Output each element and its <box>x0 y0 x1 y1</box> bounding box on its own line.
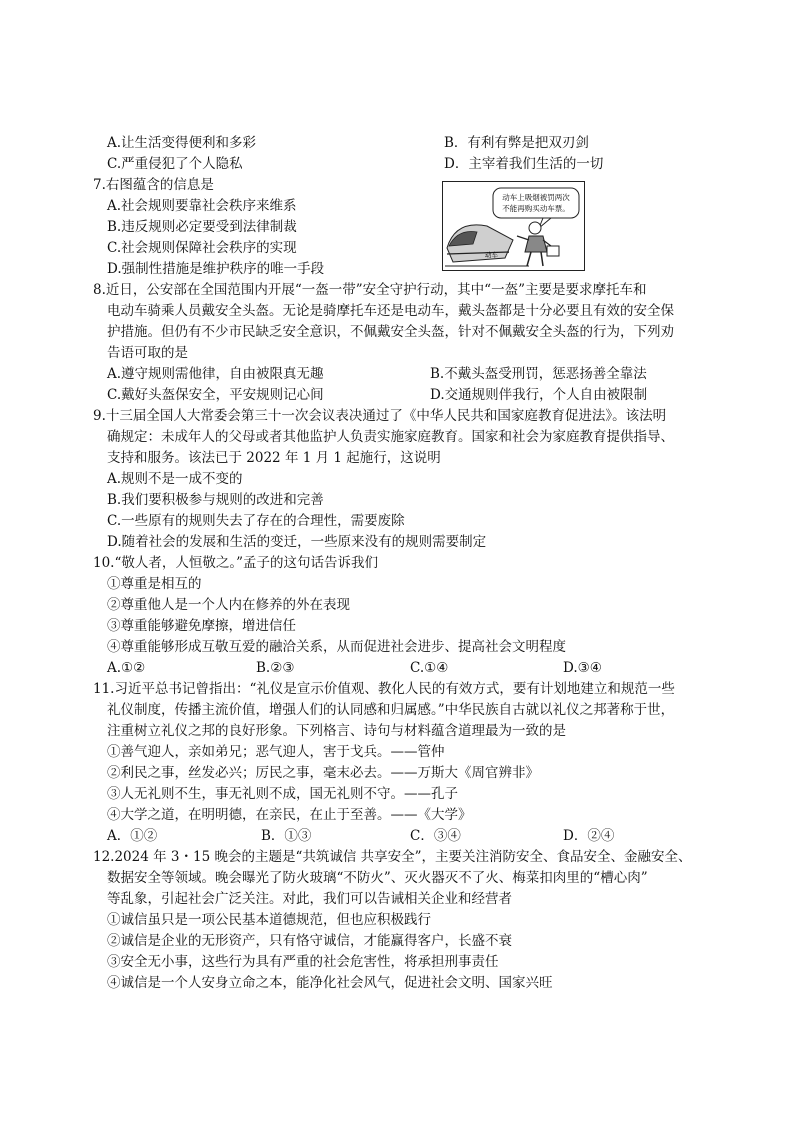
q10-item-4: ④尊重能够形成互敬互爱的融洽关系，从而促进社会进步、提高社会文明程度 <box>107 639 566 655</box>
q11-stem-line-2: 礼仪制度，传播主流价值，增强人们的认同感和归属感。”中华民族自古就以礼仪之邦著称于世， <box>107 702 675 718</box>
q11-item-1: ①善气迎人，亲如弟兄；恶气迎人，害于戈兵。——管仲 <box>107 744 445 760</box>
q8-option-d: D.交通规则伴我行，个人自由被限制 <box>430 387 648 403</box>
q9-option-c: C.一些原有的规则失去了存在的合理性，需要废除 <box>107 513 405 529</box>
q9-option-d: D.随着社会的发展和生活的变迁，一些原来没有的规则需要制定 <box>107 534 487 550</box>
q7-option-a: A.社会规则要靠社会秩序来维系 <box>107 198 297 214</box>
q8-stem-line-2: 电动车骑乘人员戴安全头盔。无论是骑摩托车还是电动车，戴头盔都是十分必要且有效的安全保 <box>107 303 674 319</box>
q11-item-3: ③人无礼则不生，事无礼则不成，国无礼则不守。——孔子 <box>107 786 458 802</box>
q11-option-b: B．①③ <box>261 828 312 844</box>
q12-stem-line-3: 等乱象，引起社会广泛关注。对此，我们可以告诫相关企业和经营者 <box>107 891 512 907</box>
q9-option-b: B.我们要积极参与规则的改进和完善 <box>107 492 324 508</box>
q10-item-3: ③尊重能够避免摩擦，增进信任 <box>107 618 296 634</box>
q10-item-2: ②尊重他人是一个人内在修养的外在表现 <box>107 597 350 613</box>
q7-option-c: C.社会规则保障社会秩序的实现 <box>107 240 297 256</box>
q11-stem-line-3: 注重树立礼仪之邦的良好形象。下列格言、诗句与材料蕴含道理最为一致的是 <box>107 723 566 739</box>
q9-stem-line-2: 确规定：未成年人的父母或者其他监护人负责实施家庭教育。国家和社会为家庭教育提供指导、 <box>107 429 674 445</box>
q10-stem: 10.“敬人者，人恒敬之。”孟子的这句话告诉我们 <box>93 555 379 571</box>
speech-line-1: 动车上吸烟被罚两次 <box>502 193 570 202</box>
train-label: 动车 <box>485 251 498 259</box>
q11-option-c: C．③④ <box>410 828 461 844</box>
q10-option-a: A.①② <box>107 660 146 676</box>
cartoon-drawing <box>443 182 584 270</box>
q9-stem-line-1: 9.十三届全国人大常委会第三十一次会议表决通过了《中华人民共和国家庭教育促进法》。该法明 <box>93 408 667 424</box>
q7-stem: 7.右图蕴含的信息是 <box>93 177 214 193</box>
person-head <box>529 222 541 234</box>
q6-option-d: D．主宰着我们生活的一切 <box>444 156 604 172</box>
q12-item-3: ③安全无小事，这些行为具有严重的社会危害性，将承担刑事责任 <box>107 954 499 970</box>
q9-stem-line-3: 支持和服务。该法已于 2022 年 1 月 1 起施行，这说明 <box>107 450 441 466</box>
person-legs <box>527 252 543 266</box>
q10-option-d: D.③④ <box>563 660 602 676</box>
q12-item-2: ②诚信是企业的无形资产，只有恪守诚信，才能赢得客户，长盛不衰 <box>107 933 512 949</box>
q11-option-a: A．①② <box>107 828 158 844</box>
q8-option-b: B.不戴头盔受刑罚，惩恶扬善全靠法 <box>430 366 647 382</box>
q8-option-c: C.戴好头盔保安全，平安规则记心间 <box>107 387 324 403</box>
q6-option-a: A.让生活变得便利和多彩 <box>107 135 257 151</box>
q10-option-c: C.①④ <box>410 660 449 676</box>
q6-option-c: C.严重侵犯了个人隐私 <box>107 156 243 172</box>
q10-option-b: B.②③ <box>256 660 295 676</box>
q11-option-d: D．②④ <box>563 828 615 844</box>
q6-option-b: B．有利有弊是把双刃剑 <box>444 135 589 151</box>
speech-line-2: 不能再购买动车票。 <box>502 204 570 213</box>
q7-option-b: B.违反规则必定要受到法律制裁 <box>107 219 297 235</box>
q10-item-1: ①尊重是相互的 <box>107 576 202 592</box>
person-body <box>525 236 547 252</box>
q8-stem-line-4: 告语可取的是 <box>107 345 188 361</box>
q7-option-d: D.强制性措施是维护秩序的唯一手段 <box>107 261 325 277</box>
q8-stem-line-1: 8.近日，公安部在全国范围内开展“一盔一带”安全守护行动，其中“一盔”主要是要求摩托车和 <box>93 282 647 298</box>
q9-option-a: A.规则不是一成不变的 <box>107 471 243 487</box>
q12-stem-line-1: 12.2024 年 3・15 晚会的主题是“共筑诚信 共享安全”，主要关注消防安全、食品安全、金融安全、 <box>93 849 692 865</box>
q8-stem-line-3: 护措施。但仍有不少市民缺乏安全意识，不佩戴安全头盔，针对不佩戴安全头盔的行为，下列劝 <box>107 324 674 340</box>
q8-option-a: A.遵守规则需他律，自由被限真无趣 <box>107 366 324 382</box>
q12-item-1: ①诚信虽只是一项公民基本道德规范，但也应积极践行 <box>107 912 431 928</box>
q7-cartoon-illustration <box>442 181 585 271</box>
q11-stem-line-1: 11.习近平总书记曾指出：“礼仪是宣示价值观、教化人民的有效方式，要有计划地建立和规范一些 <box>93 681 675 697</box>
luggage-icon <box>547 246 559 256</box>
q11-item-4: ④大学之道，在明明德，在亲民，在止于至善。——《大学》 <box>107 807 472 823</box>
q12-item-4: ④诚信是一个人安身立命之本，能净化社会风气，促进社会文明、国家兴旺 <box>107 975 553 991</box>
q11-item-2: ②利民之事，丝发必兴；厉民之事，毫末必去。——万斯大《周官辨非》 <box>107 765 539 781</box>
q12-stem-line-2: 数据安全等领域。晚会曝光了防火玻璃“不防火”、灭火器灭不了火、梅菜扣肉里的“槽心肉” <box>107 870 648 886</box>
